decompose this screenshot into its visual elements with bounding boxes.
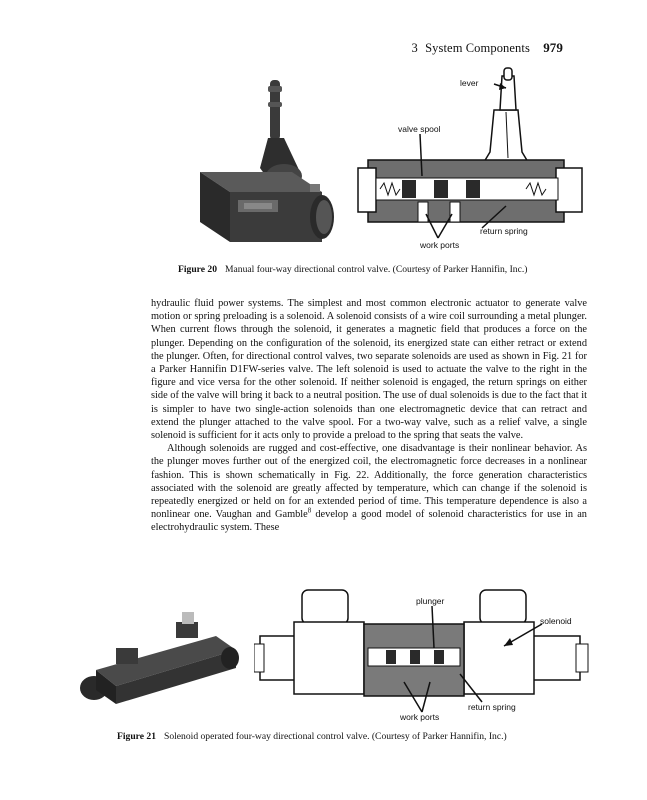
- figure20-caption-text: Manual four-way directional control valve. (Courtesy of Parker Hannifin, Inc.): [225, 264, 528, 275]
- figure20-cutaway: [356, 62, 588, 262]
- figure21-caption: [117, 731, 507, 742]
- callout-work-ports-21: work ports: [400, 712, 440, 722]
- body-paragraph-1: hydraulic fluid power systems. The simplest and most common electronic actuator to generate valve motion or spring preloading is a solenoid. A solenoid consists of a wire coil surrounding a metal plunger. When current flows through the solenoid, it generates a magnetic field that produces a force on the plunger. Depending on the configuration of the solenoid, its energized state can either retract or extend the plunger. Often, for directional control valves, two separate solenoids are used as shown in Fig. 21 for a Parker Hannifin D1FW-series valve. The left solenoid is used to actuate the valve to the right in the figure and vice versa for the other solenoid. If neither solenoid is engaged, the return springs on either side of the valve will bring it back to a neutral position. The use of dual solenoids is due to the fact that it is simpler to have two single-action solenoids than one electromagnetic device that can retract and extend the plunger attached to the valve spool. For a two-way valve, such as a relief valve, a single solenoid is sufficient for it acts only to provide a preload to the spring that seats the valve.: [151, 298, 587, 442]
- citation-ref: 8: [307, 506, 312, 515]
- callout-valve-spool: valve spool: [398, 124, 441, 134]
- chapter-number: 3: [411, 41, 418, 55]
- body-paragraph-2-tail: develop a good model of solenoid characteristics for use in an electrohydraulic system. These: [151, 509, 587, 534]
- callout-lever: lever: [460, 78, 479, 88]
- running-head: [412, 40, 563, 56]
- page-number: 979: [543, 40, 563, 55]
- figure20-caption: [178, 264, 527, 275]
- callout-return-spring: return spring: [480, 226, 528, 236]
- figure21-caption-text: Solenoid operated four-way directional control valve. (Courtesy of Parker Hannifin, Inc.): [164, 731, 507, 742]
- body-paragraph-2: [151, 442, 587, 534]
- figure21-cutaway: [254, 582, 594, 730]
- callout-work-ports: work ports: [420, 240, 460, 250]
- body-text: [151, 297, 587, 535]
- callout-plunger: plunger: [416, 596, 445, 606]
- figure21-label: Figure 21: [117, 731, 156, 742]
- chapter-title: System Components: [425, 41, 530, 55]
- figure20-label: Figure 20: [178, 264, 217, 275]
- body-paragraph-2-text: Although solenoids are rugged and cost-effective, one disadvantage is their nonlinear behavior. As the plunger moves further out of the energized coil, the electromagnetic force decreases in a nonlinear fashion. This is shown schematically in Fig. 22. Additionally, the force generation characteristics associated with the solenoid are greatly affected by temperature, which can change if the solenoid is repeatedly energized or held on for an extended period of time. This temperature dependence is also a nonlinear one. Vaughan and Gamble: [151, 443, 587, 521]
- callout-return-spring-21: return spring: [468, 702, 516, 712]
- figure20-photo: [172, 72, 352, 257]
- figure21-photo: [76, 600, 241, 712]
- callout-solenoid: solenoid: [540, 616, 572, 626]
